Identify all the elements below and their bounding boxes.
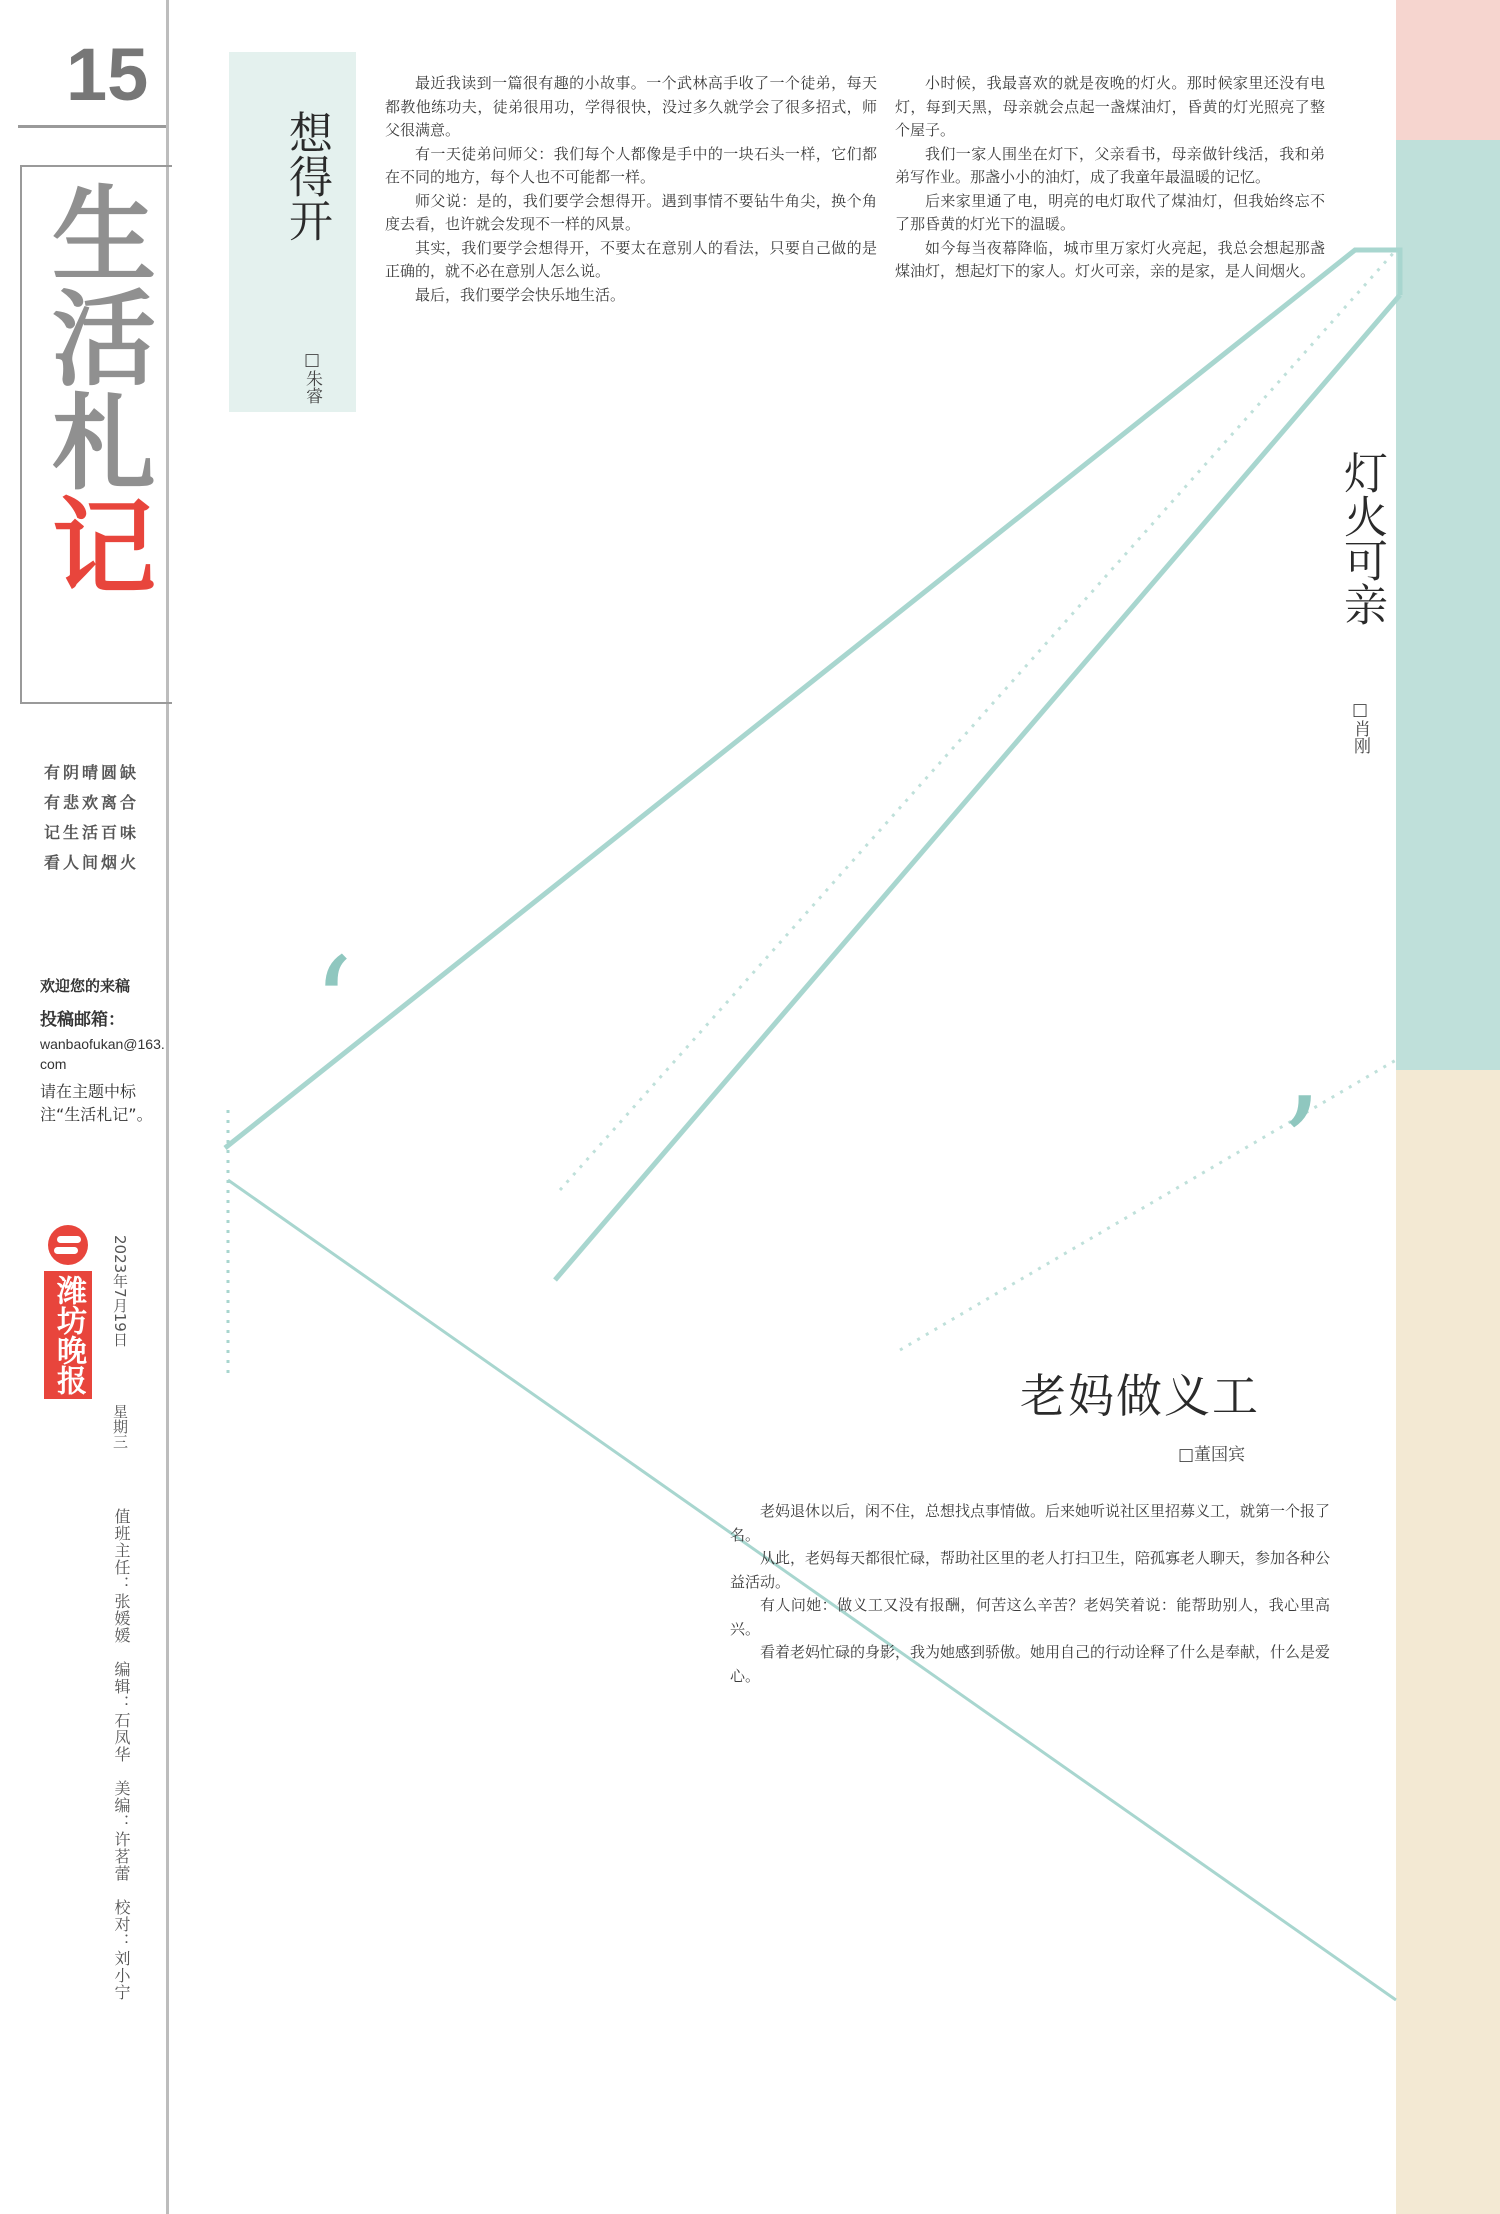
submission-note: 请在主题中标注“生活札记”。 <box>40 1082 153 1124</box>
slogan-line-1: 有阴晴圆缺 <box>44 763 140 782</box>
slogan-line-3: 记生活百味 <box>44 823 140 842</box>
article-2-title: 灯火可亲 <box>1336 450 1387 626</box>
paper-credits: 值班主任：张媛媛 编辑：石凤华 美编：许茗蕾 校对：刘小宁 <box>112 1508 131 2001</box>
section-title-accent-char: 记 <box>34 492 157 596</box>
article-2-body <box>895 72 1325 1277</box>
paper-name: 潍坊晚报 <box>44 1271 92 1399</box>
article-2-paragraph: 如今每当夜幕降临，城市里万家灯火亮起，我总会想起那盏煤油灯，想起灯下的家人。灯火可亲，亲的是家，是人间烟火。 <box>895 238 1325 280</box>
article-1-body <box>385 72 877 842</box>
submission-welcome: 欢迎您的来稿 <box>40 977 131 995</box>
article-3-title: 老妈做义工 <box>1020 1369 1260 1423</box>
article-2-paragraph: 小时候，我最喜欢的就是夜晚的灯火。那时候家里还没有电灯，每到天黑，母亲就会点起一盏煤油灯，昏黄的灯光照亮了整个屋子。 <box>895 74 1325 139</box>
article-1-title: 想得开 <box>281 110 332 242</box>
open-quote-mark: ‘ <box>312 929 354 1081</box>
article-1-paragraph: 最近我读到一篇很有趣的小故事。一个武林高手收了一个徒弟，每天都教他练功夫，徒弟很用功，学得很快，没过多久就学会了很多招式，师父很满意。 <box>385 74 877 139</box>
article-3-paragraph: 有人问她：做义工又没有报酬，何苦这么辛苦？老妈笑着说：能帮助别人，我心里高兴。 <box>730 1596 1330 1638</box>
submission-email-label: 投稿邮箱： <box>40 1010 125 1030</box>
slogan <box>44 758 139 878</box>
article-2-paragraph: 后来家里通了电，明亮的电灯取代了煤油灯，但我始终忘不了那昏黄的灯光下的温暖。 <box>895 191 1325 233</box>
paper-date: 2023年7月19日 <box>111 1235 129 1347</box>
paper-weekday: 星期三 <box>111 1404 129 1449</box>
article-3-paragraph: 老妈退休以后，闲不住，总想找点事情做。后来她听说社区里招募义工，就第一个报了名。 <box>730 1502 1330 1544</box>
section-title-accent <box>40 525 150 665</box>
page-number-rule <box>18 125 166 128</box>
page-number: 15 <box>66 33 149 116</box>
left-sidebar <box>0 0 172 2214</box>
slogan-line-2: 有悲欢离合 <box>44 793 140 812</box>
article-3-paragraph: 看着老妈忙碌的身影，我为她感到骄傲。她用自己的行动诠释了什么是奉献，什么是爱心。 <box>730 1643 1330 1685</box>
logo-emblem-icon <box>48 1225 88 1265</box>
article-1-paragraph: 最后，我们要学会快乐地生活。 <box>415 285 626 304</box>
article-1-paragraph: 师父说：是的，我们要学会想得开。遇到事情不要钻牛角尖，换个角度去看，也许就会发现不一样的风景。 <box>385 191 877 233</box>
article-2-author: □肖刚 <box>1350 700 1370 754</box>
submission-email[interactable]: wanbaofukan@163.com <box>40 1036 165 1072</box>
article-3-body <box>730 1500 1330 2140</box>
article-2-paragraph: 我们一家人围坐在灯下，父亲看书，母亲做针线活，我和弟弟写作业。那盏小小的油灯，成了我童年最温暖的记忆。 <box>895 144 1325 186</box>
section-title-main: 生活札记 <box>34 180 157 596</box>
slogan-line-4: 看人间烟火 <box>44 853 140 872</box>
close-quote-mark: ’ <box>1280 1069 1322 1221</box>
article-1-paragraph: 有一天徒弟问师父：我们每个人都像是手中的一块石头一样，它们都在不同的地方，每个人也不可能都一样。 <box>385 144 877 186</box>
article-3-paragraph: 从此，老妈每天都很忙碌，帮助社区里的老人打扫卫生，陪孤寡老人聊天，参加各种公益活动。 <box>730 1549 1330 1591</box>
article-3-author: □董国宾 <box>1178 1445 1246 1465</box>
paper-logo <box>44 1225 98 1399</box>
article-1-author: □朱睿 <box>302 350 322 404</box>
article-1-paragraph: 其实，我们要学会想得开，不要太在意别人的看法，只要自己做的是正确的，就不必在意别人怎么说。 <box>385 238 877 280</box>
